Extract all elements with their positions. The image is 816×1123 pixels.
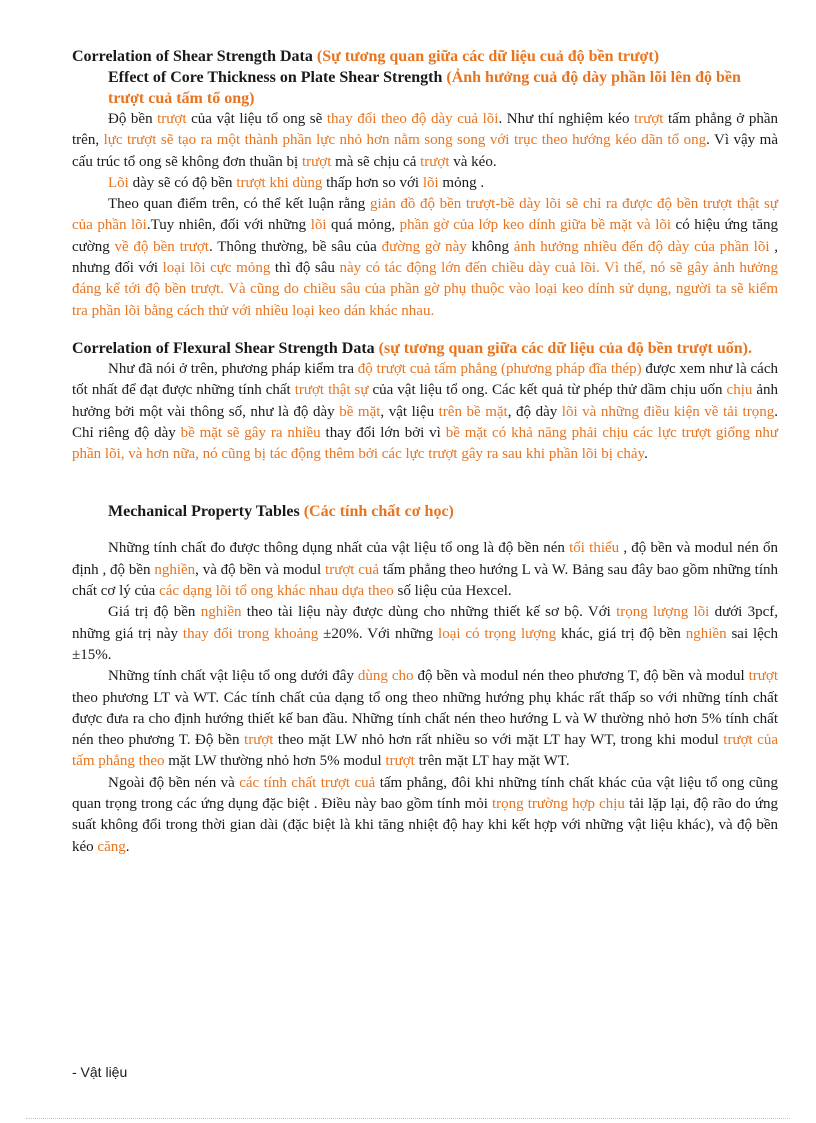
- highlighted-text: trượt: [244, 732, 274, 749]
- highlighted-text: phần gờ của lớp keo dính giữa bề mặt và lõi: [399, 217, 672, 234]
- body-text: tải lặp lại, độ rão do ứng suất không đổi trong thời gian dài (đặc biệt là khi tăng nhiệt độ hay khi kết hợp với những vật liệu khác), và độ bền kéo: [72, 796, 778, 855]
- highlighted-text: bề mặt có khả năng phải chịu các lực trượt giống như phần lõi, và hơn nữa, nó cũng bị tác động thêm bởi các lực trượt gây ra sau khi phần lõi bị chảy: [72, 424, 779, 463]
- highlighted-text: giản đồ độ bền trượt-bề dày lõi sẽ chỉ ra được độ bền trượt thật sự của phần lõi: [72, 196, 778, 234]
- body-text: , độ bền và modul nén ổn định , độ bền: [72, 540, 779, 578]
- highlighted-text: trên bề mặt: [438, 403, 508, 420]
- body-text: . Chỉ riêng độ dày: [72, 403, 778, 441]
- body-text: , vật liệu: [380, 403, 439, 420]
- body-text: , và độ bền và modul: [195, 561, 326, 578]
- paragraph: [72, 538, 778, 602]
- document-page: [72, 46, 778, 858]
- highlighted-text: bề mặt sẽ gây ra nhiều: [180, 424, 321, 441]
- highlighted-text: trượt: [301, 153, 332, 170]
- body-text: .Tuy nhiên, đối với những: [146, 217, 311, 234]
- body-text: mỏng .: [438, 174, 485, 191]
- body-text: Như đã nói ở trên, phương pháp kiểm tra: [108, 360, 358, 377]
- body-text: số liệu của Hexcel.: [393, 583, 512, 600]
- body-text: Những tính chất đo được thông dụng nhất của vật liệu tổ ong là độ bền nén: [108, 540, 570, 557]
- highlighted-text: trượt: [385, 753, 415, 770]
- body-text: ±20%. Với những: [318, 625, 439, 642]
- body-text: Những tính chất vật liệu tổ ong dưới đây: [108, 668, 358, 685]
- body-text: thay đổi lớn bởi vì: [320, 424, 446, 441]
- highlighted-text: trượt: [748, 668, 778, 685]
- highlighted-text: ảnh hưởng nhiều đến độ dày của phần lõi: [513, 238, 770, 255]
- highlighted-text: trượt: [420, 153, 450, 170]
- highlighted-text: nghiền: [154, 561, 196, 578]
- body-text: thấp hơn so với: [322, 174, 423, 191]
- section-heading-flexural-shear: [72, 338, 778, 359]
- paragraph: [72, 666, 778, 772]
- body-text: , độ dày: [507, 403, 562, 420]
- highlighted-text: bề mặt: [339, 403, 381, 420]
- body-text: trên mặt LT hay mặt WT.: [414, 753, 570, 770]
- highlighted-text: chịu: [726, 382, 753, 399]
- heading-english: Correlation of Flexural Shear Strength Data: [72, 339, 375, 357]
- body-text: .: [644, 446, 648, 463]
- paragraph: [72, 602, 778, 666]
- highlighted-text: trượt của tấm phẳng theo: [72, 732, 778, 770]
- body-text: theo phương LT và WT. Các tính chất của dạng tổ ong theo những hướng phụ khác rất thấp so với những tính chất được đưa ra cho định hướng thiết kế ban đầu. Những tính chất nén theo hướng L và W thường nhỏ hơn 5% tính chất nén theo phương T. Độ bền: [72, 689, 778, 749]
- highlighted-text: trượt cuả: [325, 561, 380, 578]
- highlighted-text: nghiền: [685, 625, 727, 642]
- body-text: Giá trị độ bền: [108, 604, 201, 621]
- paragraph: [72, 194, 778, 322]
- subheading-vietnamese: (Ảnh hưởng cuả độ dày phần lõi lên độ bền trượt cuả tấm tổ ong): [108, 69, 741, 107]
- highlighted-text: các dạng lõi tổ ong khác nhau dựa theo: [159, 583, 394, 600]
- body-text: tấm phẳng theo hướng L và W. Bảng sau đây bao gồm những tính chất cơ lý của: [72, 561, 779, 600]
- heading-english: Correlation of Shear Strength Data: [72, 48, 313, 65]
- highlighted-text: lực trượt sẽ tạo ra một thành phần lực nhỏ hơn nằm song song với trục theo hướng kéo dãn tổ ong: [103, 132, 707, 149]
- page-bottom-divider: [26, 1118, 790, 1119]
- body-text: Ngoài độ bền nén và: [108, 774, 240, 791]
- heading-english: Mechanical Property Tables: [108, 503, 300, 521]
- highlighted-text: tối thiểu: [569, 540, 620, 557]
- body-text: của vật liệu tổ ong sẽ: [186, 111, 327, 127]
- body-text: ảnh hưởng bởi một vài thông số, như là độ dày: [72, 382, 779, 420]
- paragraph: [72, 173, 778, 194]
- highlighted-text: các tính chất trượt cuả: [239, 774, 376, 791]
- body-text: độ bền và modul nén theo phương T, độ bền và modul: [413, 668, 749, 685]
- highlighted-text: loại lõi cực mỏng: [162, 260, 271, 277]
- body-text: dày sẽ có độ bền: [128, 174, 237, 191]
- body-text: tấm phẳng ở phần trên,: [72, 111, 778, 149]
- highlighted-text: căng: [97, 838, 126, 855]
- highlighted-text: nghiền: [200, 604, 242, 621]
- body-text: theo tài liệu này được dùng cho những thiết kế sơ bộ. Với: [241, 604, 617, 621]
- highlighted-text: trượt thật sự: [294, 382, 369, 399]
- highlighted-text: độ trượt cuả tấm phẳng (phương pháp đĩa thép): [357, 360, 642, 377]
- body-text: tấm phẳng, đôi khi những tính chất khác của vật liệu tổ ong cũng quan trọng trong các ứng dụng đặc biệt . Điều này bao gồm tính mỏi: [72, 774, 779, 813]
- body-text: có hiệu ứng tăng cường: [72, 217, 778, 255]
- paragraph: [72, 359, 778, 465]
- highlighted-text: dùng cho: [357, 668, 414, 685]
- body-text: . Vì vậy mà cấu trúc tổ ong sẽ không đơn thuần bị: [72, 132, 778, 170]
- body-text: sai lệch ±15%.: [72, 625, 778, 663]
- body-text: quá mỏng,: [326, 217, 400, 234]
- body-text: không: [466, 238, 514, 255]
- highlighted-text: về độ bền trượt: [114, 238, 209, 255]
- highlighted-text: trượt khi dùng: [236, 174, 323, 191]
- body-text: . Thông thường, bề sâu của: [208, 238, 382, 255]
- highlighted-text: lõi: [310, 217, 327, 234]
- page-footer: - Vật liệu: [72, 1064, 128, 1080]
- body-text: được xem như là cách tốt nhất để đạt được những tính chất: [72, 360, 778, 399]
- body-text: mặt LW thường nhỏ hơn 5% modul: [164, 753, 386, 770]
- body-text: của vật liệu tổ ong. Các kết quả từ phép thử dầm chịu uốn: [368, 382, 727, 399]
- heading-vietnamese: (Sự tương quan giữa các dữ liệu cuả độ bền trượt): [316, 48, 660, 65]
- highlighted-text: trượt: [157, 111, 187, 127]
- highlighted-text: lõi: [422, 174, 439, 191]
- highlighted-text: thay đổi theo độ dày cuả lõi: [326, 111, 499, 127]
- paragraph: [72, 109, 778, 173]
- highlighted-text: trọng trường hợp chịu: [491, 796, 625, 813]
- body-text: thì độ sâu: [270, 260, 340, 277]
- subheading-core-thickness: [72, 67, 778, 109]
- body-text: và kéo.: [449, 153, 497, 170]
- highlighted-text: thay đổi trong khoảng: [182, 625, 319, 642]
- body-text: dưới 3pcf, những giá trị này: [72, 604, 778, 642]
- paragraph: [72, 773, 778, 858]
- body-text: , nhưng đối với: [72, 238, 779, 277]
- body-text: mà sẽ chịu cả: [331, 153, 421, 170]
- heading-vietnamese: (Các tính chất cơ học): [303, 503, 454, 521]
- body-text: .: [125, 838, 130, 855]
- section-heading-shear-strength: [72, 46, 778, 67]
- highlighted-text: loại có trọng lượng: [438, 625, 557, 642]
- highlighted-text: trọng lượng lõi: [616, 604, 710, 621]
- highlighted-text: này có tác động lớn đến chiều dày cuả lõi. Vì thế, nó sẽ gây ảnh hưởng đáng kể tới độ bền trượt. Và cũng do chiều sâu của phần gờ phụ thuộc vào loại keo dính sử dụng, người ta sẽ kiểm tra phần lõi bằng cách thử với nhiều loại keo dán khác nhau.: [72, 260, 778, 319]
- highlighted-text: trượt: [634, 111, 664, 127]
- section-heading-mechanical-property: [72, 501, 778, 522]
- highlighted-text: Lõi: [108, 174, 129, 191]
- highlighted-text: đường gờ này: [381, 238, 467, 255]
- body-text: Theo quan điểm trên, có thể kết luận rằng: [108, 196, 370, 213]
- heading-vietnamese: (sự tương quan giữa các dữ liệu của độ bền trượt uốn).: [378, 339, 752, 357]
- body-text: khác, giá trị độ bền: [556, 625, 686, 642]
- body-text: . Như thí nghiệm kéo: [498, 111, 635, 127]
- subheading-english: Effect of Core Thickness on Plate Shear Strength: [108, 69, 443, 86]
- body-text: Độ bền: [108, 111, 158, 127]
- highlighted-text: lõi và những điều kiện về tải trọng: [561, 403, 775, 420]
- body-text: theo mặt LW nhỏ hơn rất nhiều so với mặt LT hay WT, trong khi modul: [273, 732, 724, 749]
